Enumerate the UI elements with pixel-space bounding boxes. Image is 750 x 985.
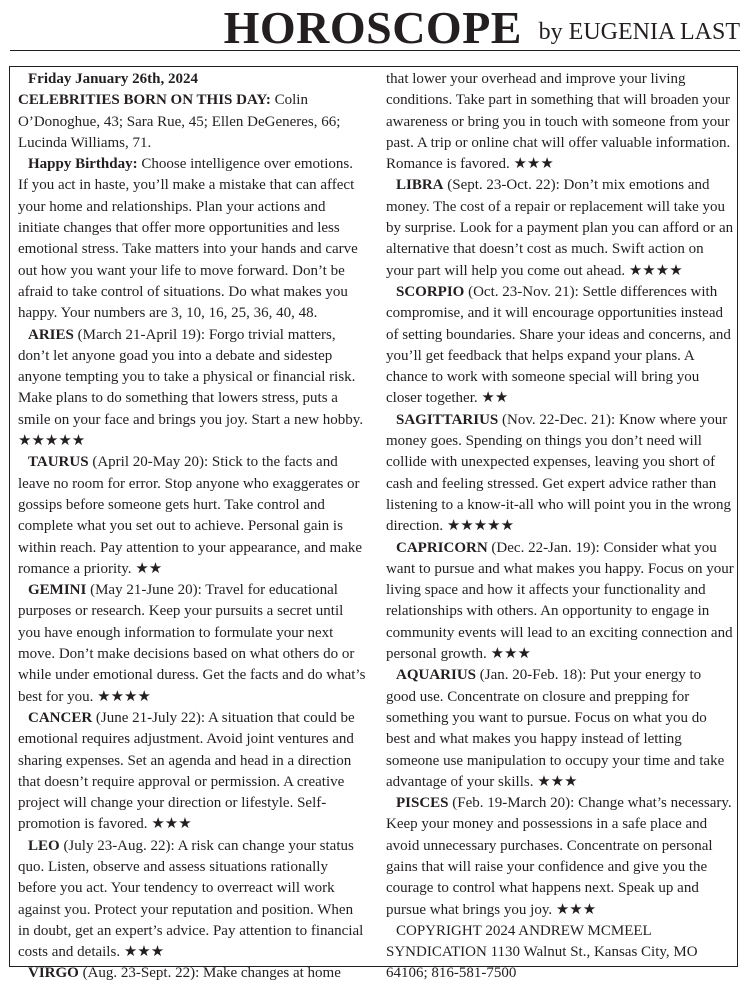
sign-dates: (Jan. 20-Feb. 18): <box>479 667 587 684</box>
header-rule <box>10 50 740 51</box>
sign-dates: (Aug. 23-Sept. 22): <box>82 965 200 982</box>
sign-libra <box>386 175 734 281</box>
star-rating: ★★★ <box>537 773 578 790</box>
celebrities-text: Colin O’Donoghue, 43; Sara Rue, 45; Ellen DeGeneres, 66; Lucinda Williams, 71. <box>18 92 341 151</box>
star-rating: ★★ <box>481 390 509 407</box>
star-rating: ★★★★★ <box>446 518 515 535</box>
sign-text: that lower your overhead and improve your living conditions. Take part in something that will broaden your awareness or bring you in touch with someone from your past. A trip or online chat will offer valuable information. Romance is favored. <box>386 71 731 173</box>
sign-dates: (Nov. 22-Dec. 21): <box>502 411 616 428</box>
sign-text: Travel for educational purposes or research. Keep your pursuits a secret until you have enough information to formulate your next move. Don’t make decisions based on what others do or while under emotional duress. Get the facts and do what’s best for you. <box>18 582 366 705</box>
sign-gemini <box>18 580 366 708</box>
sign-name: CANCER <box>28 709 93 726</box>
left-column <box>18 69 366 985</box>
star-rating: ★★★★ <box>97 688 151 705</box>
sign-cancer <box>18 708 366 836</box>
sign-text: Know where your money goes. Spending on things you don’t need will collide with unexpected expenses, leaving you short of cash and feeling stressed. Get expert advice rather than listening to a know-it-all who will point you in the wrong direction. <box>386 411 731 535</box>
sign-name: SAGITTARIUS <box>396 411 499 428</box>
page-header <box>10 0 740 52</box>
sign-virgo-continued <box>386 69 734 175</box>
sign-dates: (April 20-May 20): <box>92 454 209 471</box>
sign-name: LEO <box>28 837 60 854</box>
sign-aquarius <box>386 665 734 793</box>
sign-name: AQUARIUS <box>396 667 477 684</box>
birthday-label: Happy Birthday: <box>28 156 138 173</box>
sign-scorpio <box>386 282 734 410</box>
page-title: HOROSCOPE <box>223 2 522 53</box>
sign-dates: (June 21-July 22): <box>95 709 206 726</box>
sign-dates: (Feb. 19-March 20): <box>452 795 575 812</box>
star-rating: ★★ <box>135 560 163 577</box>
sign-text: Stick to the facts and leave no room for error. Stop anyone who exaggerates or gossips before someone gets hurt. Take control and complete what you set out to achieve. Personal gain is within reach. Pay attention to your appearance, and make romance a priority. <box>18 454 363 577</box>
sign-text: Put your energy to good use. Concentrate on closure and prepping for something you want to pursue. Focus on what you do best and what makes you happy instead of letting someone use manipulation to occupy your time and take advantage of your skills. <box>386 667 725 790</box>
horoscope-box <box>9 66 738 982</box>
sign-dates: (Sept. 23-Oct. 22): <box>447 177 560 194</box>
sign-virgo-start <box>18 963 366 984</box>
sign-text: Consider what you want to pursue and what makes you happy. Focus on your living space and how it affects your functionality and relationships with others. An opportunity to engage in community events will lead to an exciting connection and personal growth. <box>386 539 734 663</box>
birthday-paragraph <box>18 154 366 324</box>
star-rating: ★★★ <box>151 816 192 833</box>
sign-text: A situation that could be emotional requires adjustment. Avoid joint ventures and sharing expenses. Set an agenda and head in a direction that doesn’t require approval or permission. A creative project will change your direction or lifestyle. Self-promotion is favored. <box>18 709 355 833</box>
right-column <box>386 69 734 985</box>
sign-text: Don’t mix emotions and money. The cost of a repair or replacement will take you by surprise. Look for a payment plan you can afford or an alternative that doesn’t cost as much. Swift action on your part will help you come out ahead. <box>386 177 734 279</box>
sign-name: PISCES <box>396 795 449 812</box>
sign-text: Forgo trivial matters, don’t let anyone goad you into a debate and sidestep anyone tempting you to take a physical or financial risk. Make plans to do something that lowers stress, puts a smile on your face and brings you joy. Start a new hobby. <box>18 326 364 428</box>
sign-taurus <box>18 452 366 580</box>
sign-dates: (Dec. 22-Jan. 19): <box>491 539 600 556</box>
star-rating: ★★★ <box>555 901 597 918</box>
sign-aries <box>18 325 366 453</box>
sign-dates: (Oct. 23-Nov. 21): <box>468 283 579 300</box>
star-rating: ★★★ <box>490 646 531 663</box>
sign-sagittarius <box>386 410 734 538</box>
star-rating: ★★★★★ <box>18 433 86 450</box>
sign-leo <box>18 836 366 964</box>
celebrities-label: CELEBRITIES BORN ON THIS DAY: <box>18 92 271 109</box>
birthday-text: Choose intelligence over emotions. If you act in haste, you’ll make a mistake that can affect your home and relationships. Plan your actions and initiate changes that offer more opportunities and less emotional stress. Take matters into your hands and carve out how you want your life to move forward. Don’t be afraid to take control of situations. Do what makes you happy. Your numbers are 3, 10, 16, 25, 36, 40, 48. <box>18 156 358 322</box>
sign-name: GEMINI <box>28 582 87 599</box>
celebrities-paragraph <box>18 90 366 154</box>
sign-text: Make changes at home <box>203 965 341 982</box>
sign-capricorn <box>386 538 734 666</box>
sign-name: ARIES <box>28 326 74 343</box>
sign-name: LIBRA <box>396 177 444 194</box>
sign-name: TAURUS <box>28 454 89 471</box>
sign-name: CAPRICORN <box>396 539 488 556</box>
sign-text: Settle differences with compromise, and it will encourage opportunities instead of setting boundaries. Share your ideas and concerns, and you’ll get feedback that helps expand your plans. A chance to work with someone special will bring you closer together. <box>386 283 731 407</box>
sign-text: Change what’s necessary. Keep your money and possessions in a safe place and avoid unnecessary purchases. Concentrate on personal gains that will raise your confidence and give you the courage to control what happens next. Speak up and pursue what brings you joy. <box>386 795 732 918</box>
sign-dates: (July 23-Aug. 22): <box>63 837 175 854</box>
date-line: Friday January 26th, 2024 <box>28 71 199 87</box>
byline: by EUGENIA LAST <box>538 19 740 45</box>
sign-name: SCORPIO <box>396 283 465 300</box>
sign-dates: (May 21-June 20): <box>90 582 202 599</box>
sign-name: VIRGO <box>28 965 79 982</box>
star-rating: ★★★ <box>123 944 165 961</box>
sign-dates: (March 21-April 19): <box>77 326 206 343</box>
sign-pisces <box>386 793 734 921</box>
star-rating: ★★★★ <box>628 262 683 279</box>
star-rating: ★★★ <box>513 156 554 173</box>
sign-text: A risk can change your status quo. Listen, observe and assess situations rationally before you act. Your tendency to overreact will work against you. Protect your reputation and position. When in doubt, get an expert’s advice. Pay attention to financial costs and details. <box>18 837 364 961</box>
copyright-notice: COPYRIGHT 2024 ANDREW MCMEEL SYNDICATION 1130 Walnut St., Kansas City, MO 64106; 816-581-7500 <box>386 922 698 982</box>
